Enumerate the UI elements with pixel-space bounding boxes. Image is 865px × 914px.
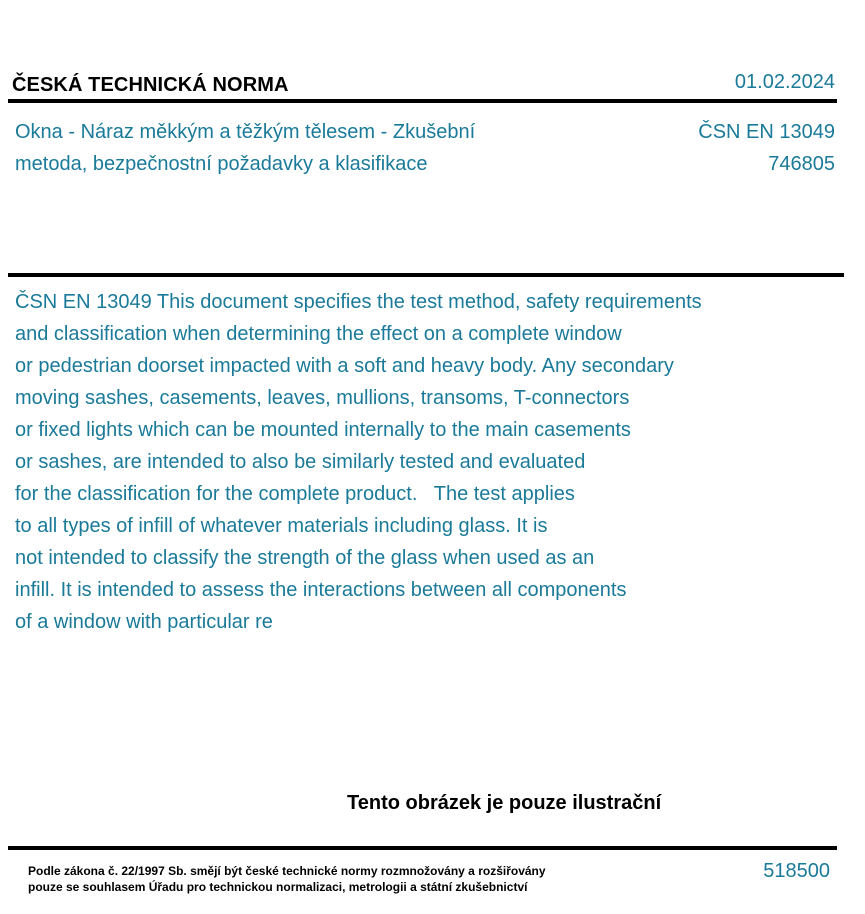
abstract-line: for the classification for the complete product. The test applies	[15, 483, 575, 505]
norm-codes	[698, 116, 835, 180]
footer-legal-line: pouze se souhlasem Úřadu pro technickou normalizaci, metrologii a státní zkušebnictví	[28, 880, 528, 894]
bottom-divider	[8, 846, 837, 850]
footer-legal-line: Podle zákona č. 22/1997 Sb. smějí být české technické normy rozmnožovány a rozšiřovány	[28, 864, 546, 878]
norm-designation: ČSN EN 13049	[698, 121, 835, 143]
abstract-line: ČSN EN 13049 This document specifies the test method, safety requirements	[15, 291, 702, 313]
abstract-line: not intended to classify the strength of the glass when used as an	[15, 547, 595, 569]
illustration-notice: Tento obrázek je pouze ilustrační	[347, 792, 662, 814]
norm-title-line: metoda, bezpečnostní požadavky a klasifikace	[15, 153, 428, 175]
footer-legal-notice	[28, 863, 546, 895]
abstract-line: of a window with particular re	[15, 611, 273, 633]
abstract-line: to all types of infill of whatever materials including glass. It is	[15, 515, 548, 537]
abstract-line: infill. It is intended to assess the interactions between all components	[15, 579, 627, 601]
document-type-label: ČESKÁ TECHNICKÁ NORMA	[12, 74, 289, 96]
norm-title	[15, 116, 475, 180]
abstract-line: or sashes, are intended to also be similarly tested and evaluated	[15, 451, 586, 473]
publication-date: 01.02.2024	[734, 71, 835, 93]
norm-class-code: 746805	[768, 153, 835, 175]
abstract-line: and classification when determining the effect on a complete window	[15, 323, 622, 345]
abstract-line: moving sashes, casements, leaves, mullions, transoms, T-connectors	[15, 387, 630, 409]
norm-title-line: Okna - Náraz měkkým a těžkým tělesem - Zkušební	[15, 121, 476, 143]
abstract-line: or fixed lights which can be mounted internally to the main casements	[15, 419, 631, 441]
abstract-line: or pedestrian doorset impacted with a soft and heavy body. Any secondary	[15, 355, 674, 377]
middle-divider	[8, 273, 844, 277]
abstract-text	[15, 286, 702, 638]
footer-code: 518500	[763, 860, 830, 882]
top-divider	[8, 99, 837, 103]
